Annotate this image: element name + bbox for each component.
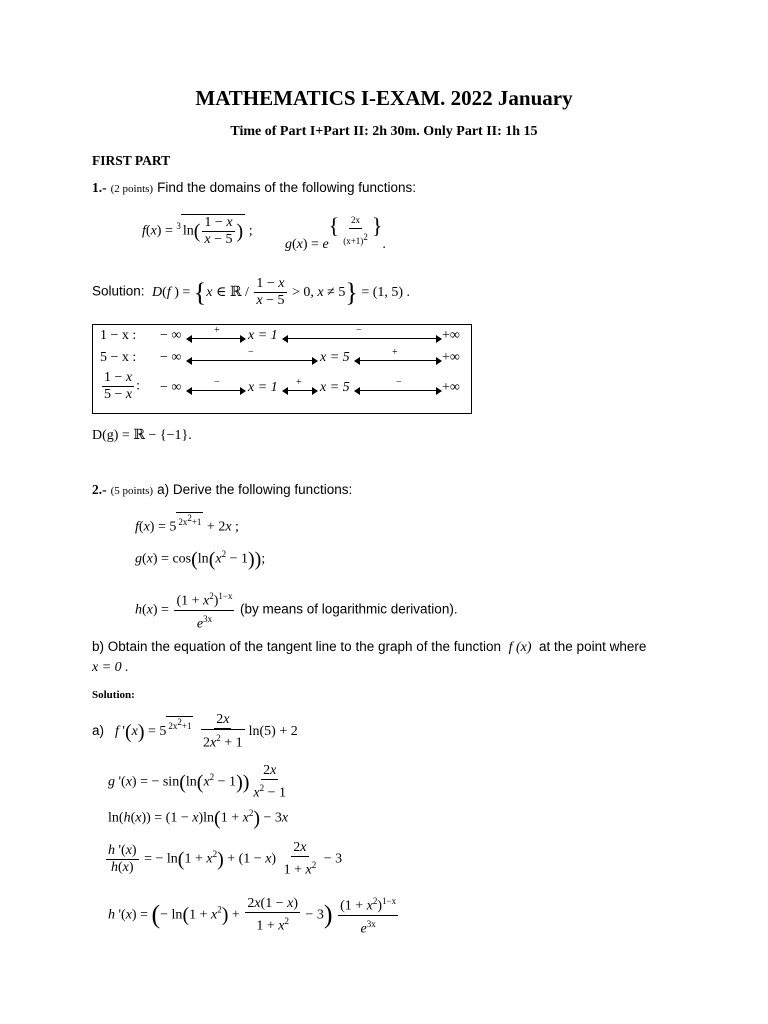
q2-solution-g-prime: g '(x) = − $\sin(\ln(x^2 - 1))$ $\frac{2x}{x^2 - 1}$ bbox=[108, 763, 287, 801]
question-2-number: 2.- bbox=[92, 482, 107, 497]
q1-solution bbox=[92, 276, 410, 309]
q2-h-note: (by means of logarithmic derivation). bbox=[239, 601, 458, 617]
q2-solution-ln-h: $\ln(h(x)) = (1 - x)\ln(1 + x^2) - 3x$ bbox=[108, 807, 289, 830]
q2-part-b-condition: x = 0 . bbox=[92, 660, 129, 675]
q1-solution-domain-f: D(f ) = {x ∈ ℝ / $\frac{1 - x}{x - 5}$ > 0, x ≠ 5} = (1, 5) . bbox=[152, 276, 411, 308]
q2-part-b-end: at the point where bbox=[539, 639, 647, 654]
q1-solution-label: Solution: bbox=[92, 283, 145, 299]
sign-row-1-arrow-1 bbox=[188, 338, 244, 339]
q2-function-h: h(x) = $\frac{(1 + x^2)^{1-x}}{e^{3x}}$ (by means of logarithmic derivation). bbox=[135, 588, 458, 632]
sign-row-2-x5: x = 5 bbox=[320, 350, 350, 365]
sign-row-3-x1: x = 1 bbox=[248, 380, 278, 395]
sign-row-1-label: 1 − x : bbox=[100, 328, 137, 343]
q2-function-g: $g(x) = \cos(\ln(x^2 - 1))$; bbox=[135, 548, 266, 571]
sign-row-3-arrow-3 bbox=[356, 390, 440, 391]
q2-function-f: f(x) = 5 $^{2x^2+1}$ + 2x ; bbox=[135, 513, 239, 535]
exam-subtitle: Time of Part I+Part II: 2h 30m. Only Part II: 1h 15 bbox=[230, 124, 538, 139]
sign-row-3-x5: x = 5 bbox=[320, 380, 350, 395]
q2-solution-log-derivative: $\frac{h '(x)}{h(x)}$ = − $\ln(1 + x^2) + (1 - x)$ $\frac{2x}{1 + x^2}$ − 3 bbox=[108, 840, 343, 878]
sign-row-2-minus: − bbox=[248, 347, 254, 358]
sign-row-3-neg-inf: − ∞ bbox=[160, 380, 182, 395]
question-2-points: (5 points) bbox=[110, 485, 154, 497]
sign-row-1-arrow-2 bbox=[284, 338, 440, 339]
question-2-text: a) Derive the following functions: bbox=[157, 482, 353, 497]
sign-row-3-arrow-1 bbox=[188, 390, 244, 391]
question-2-line bbox=[92, 481, 352, 499]
sign-row-2-pos-inf: +∞ bbox=[442, 350, 460, 365]
sign-row-3-pos-inf: +∞ bbox=[442, 380, 460, 395]
q2-solution-a: a) f '(x) = 5 $^{2x^2+1}$ $\frac{2x}{2x^2 + 1}$ ln(5) + 2 bbox=[92, 712, 298, 751]
sign-row-1-minus: − bbox=[356, 325, 362, 336]
sign-row-1-x1: x = 1 bbox=[248, 328, 278, 343]
sign-row-2-neg-inf: − ∞ bbox=[160, 350, 182, 365]
sign-row-3-minus-2: − bbox=[396, 377, 402, 388]
q2-solution-h-prime: h '(x) = (− $\ln(1 + x^2)$ + $\frac{2x(1 - x)}{1 + x^2}$ − 3) $\frac{(1 + x^2)^{1-x}}{e^{3x}}$ bbox=[108, 893, 400, 937]
q2-solution-a-label: a) bbox=[92, 723, 105, 739]
question-1-line bbox=[92, 179, 416, 197]
question-1-points: (2 points) bbox=[110, 183, 154, 195]
sign-row-1-pos-inf: +∞ bbox=[442, 328, 460, 343]
sign-row-2-plus: + bbox=[392, 347, 398, 358]
sign-row-1-plus: + bbox=[214, 325, 220, 336]
section-heading: FIRST PART bbox=[92, 153, 171, 168]
sign-row-3-plus: + bbox=[296, 377, 302, 388]
exam-title: MATHEMATICS I-EXAM. 2022 January bbox=[195, 86, 573, 110]
q2-part-b-text: b) Obtain the equation of the tangent line to the graph of the function bbox=[92, 639, 502, 654]
question-1-text: Find the domains of the following functions: bbox=[157, 180, 417, 195]
q2-solution-label: Solution: bbox=[92, 689, 135, 701]
sign-row-3-label: $\frac{1 - x}{5 - x}$ : bbox=[104, 370, 141, 402]
q2-part-b-fx: f (x) bbox=[508, 640, 532, 655]
q2-part-b bbox=[92, 639, 646, 656]
sign-row-3-minus-1: − bbox=[214, 377, 220, 388]
q1-function-g: $g(x) = e^{\{ \frac{2x}{(x+1)^2} \}}$. bbox=[285, 212, 386, 253]
q1-domain-g: D(g) = ℝ − {−1}. bbox=[92, 428, 192, 443]
sign-row-2-arrow-1 bbox=[188, 360, 316, 361]
sign-row-2-label: 5 − x : bbox=[100, 350, 137, 365]
q1-function-f: f(x) = $^3$ ln( $\frac{1 - x}{x - 5}$ ) ; bbox=[142, 215, 253, 247]
question-1-number: 1.- bbox=[92, 180, 107, 195]
sign-row-1-neg-inf: − ∞ bbox=[160, 328, 182, 343]
sign-row-3-arrow-2 bbox=[284, 390, 316, 391]
sign-row-2-arrow-2 bbox=[356, 360, 440, 361]
